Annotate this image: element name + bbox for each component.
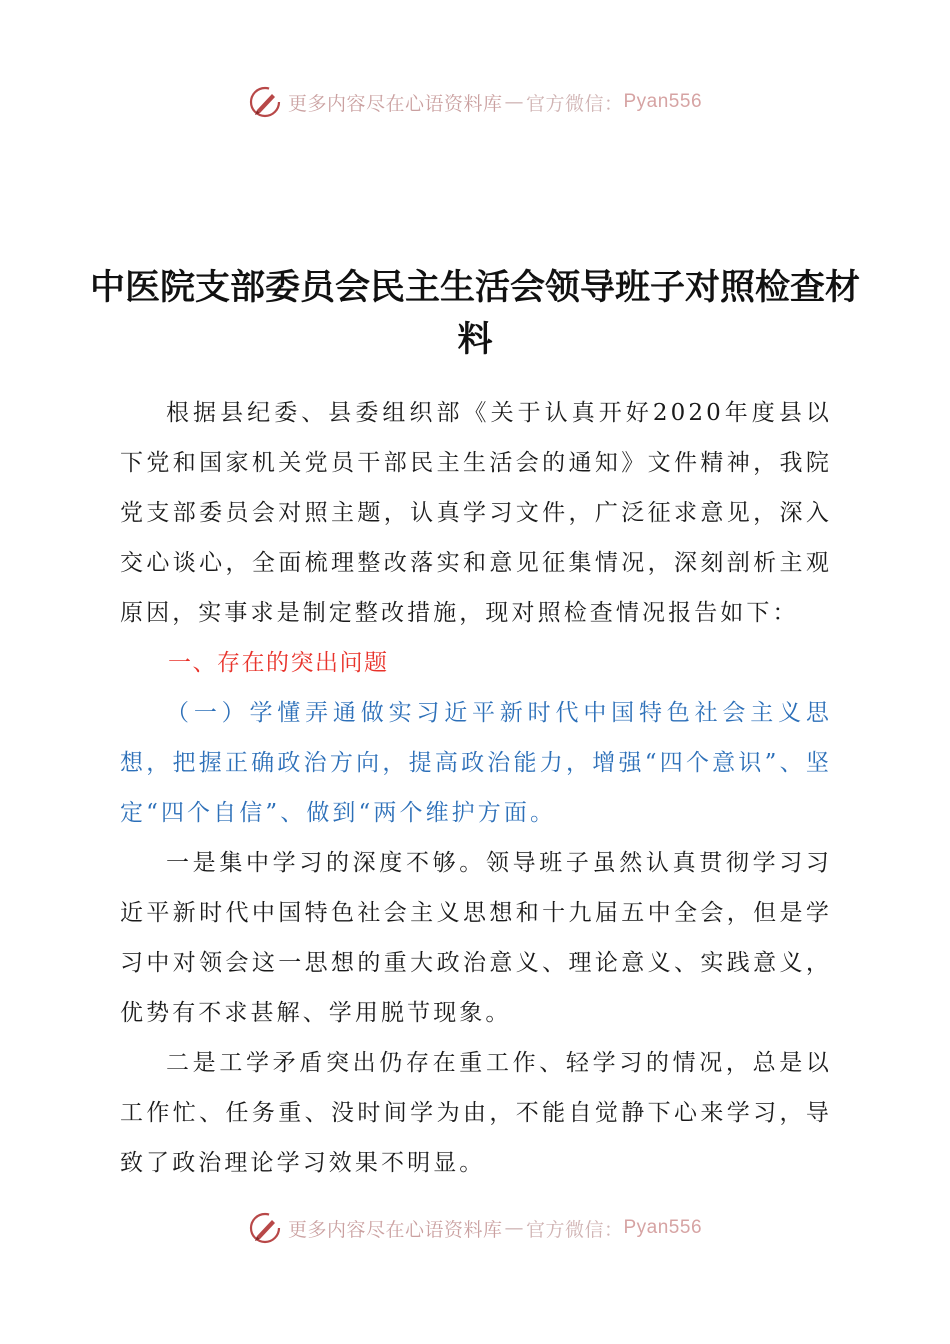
watermark-site-text: 更多内容尽在心语资料库: [287, 92, 503, 115]
watermark-wechat-label: 官方微信：: [525, 1218, 624, 1241]
subsection-heading: （一）学懂弄通做实习近平新时代中国特色社会主义思想，把握正确政治方向，提高政治能力，增强“四个意识”、坚定“四个自信”、做到“两个维护方面。: [120, 700, 832, 826]
intro-paragraph: 根据县纪委、县委组织部《关于认真开好2020年度县以下党和国家机关党员干部民主生活会的通知》文件精神，我院党支部委员会对照主题，认真学习文件，广泛征求意见，深入交心谈心，全面梳理整改落实和意见征集情况，深刻剖析主观原因，实事求是制定整改措施，现对照检查情况报告如下：: [120, 400, 832, 626]
watermark-wechat-label: 官方微信：: [525, 92, 624, 115]
point-paragraph-1: 一是集中学习的深度不够。领导班子虽然认真贯彻学习习近平新时代中国特色社会主义思想和十九届五中全会，但是学习中对领会这一思想的重大政治意义、理论意义、实践意义，优势有不求甚解、学用脱节现象。: [120, 850, 832, 1026]
watermark-wechat-id: Pyan556: [623, 1217, 703, 1238]
pen-circle-logo-icon: [248, 1211, 282, 1245]
footer-watermark: [0, 1208, 950, 1248]
header-watermark: [0, 82, 950, 122]
section-heading: 一、存在的突出问题: [168, 650, 389, 676]
watermark-wechat-id: Pyan556: [623, 91, 703, 112]
watermark-separator: —: [504, 1217, 524, 1239]
pen-circle-logo-icon: [248, 85, 282, 119]
document-title: 中医院支部委员会民主生活会领导班子对照检查材料: [90, 268, 861, 360]
watermark-separator: —: [504, 91, 524, 113]
watermark-site-text: 更多内容尽在心语资料库: [287, 1218, 503, 1241]
point-paragraph-2: 二是工学矛盾突出仍存在重工作、轻学习的情况，总是以工作忙、任务重、没时间学为由，不能自觉静下心来学习，导致了政治理论学习效果不明显。: [120, 1050, 832, 1176]
